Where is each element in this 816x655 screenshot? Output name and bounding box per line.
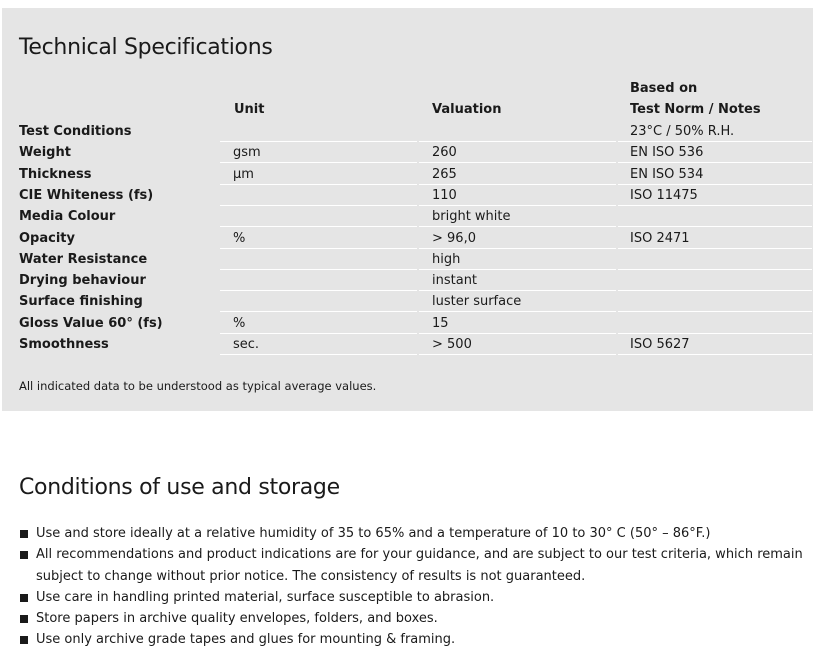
spec-value <box>419 122 616 142</box>
spec-unit: sec. <box>220 335 417 355</box>
spec-label: Gloss Value 60° (fs) <box>19 315 163 331</box>
norm-header-line2: Test Norm / Notes <box>630 102 761 117</box>
spec-label: CIE Whiteness (fs) <box>19 187 154 203</box>
spec-label: Surface finishing <box>19 294 143 310</box>
spec-unit: % <box>220 314 417 334</box>
list-item <box>19 587 814 608</box>
list-item <box>19 544 814 587</box>
table-row <box>2 271 813 292</box>
spec-unit <box>220 250 417 270</box>
spec-value: 110 <box>419 186 616 206</box>
list-item <box>19 608 814 629</box>
spec-label: Smoothness <box>19 337 109 352</box>
conditions-title: Conditions of use and storage <box>19 475 340 500</box>
conditions-list <box>19 523 814 651</box>
spec-label: Thickness <box>19 166 92 182</box>
spec-label: Media Colour <box>19 209 116 225</box>
list-item-text: All recommendations and product indications are for your guidance, and are subject to our test criteria, which remain subject to change without prior notice. The consistency of results is not guaranteed. <box>36 547 803 584</box>
table-row <box>2 122 813 143</box>
spec-unit: % <box>220 229 417 249</box>
spec-label: Weight <box>19 145 71 161</box>
spec-value: 15 <box>419 314 616 334</box>
spec-norm <box>618 271 812 291</box>
spec-norm <box>618 314 812 334</box>
spec-unit <box>220 122 417 142</box>
spec-value: 260 <box>419 143 616 163</box>
valuation-header: Valuation <box>432 102 502 117</box>
bullet-square-icon <box>20 530 28 538</box>
list-item <box>19 523 814 544</box>
table-row <box>2 292 813 313</box>
list-item-text: Store papers in archive quality envelopes, folders, and boxes. <box>36 611 438 627</box>
table-row <box>2 229 813 250</box>
bullet-square-icon <box>20 615 28 623</box>
unit-header: Unit <box>234 102 265 117</box>
spec-value: > 96,0 <box>419 229 616 249</box>
spec-value: 265 <box>419 165 616 185</box>
spec-norm <box>618 207 812 227</box>
spec-value: high <box>419 250 616 270</box>
spec-norm: ISO 5627 <box>618 335 812 355</box>
spec-norm <box>618 250 812 270</box>
list-item-text: Use care in handling printed material, surface susceptible to abrasion. <box>36 589 495 605</box>
table-row <box>2 250 813 271</box>
table-row <box>2 314 813 335</box>
spec-norm: 23°C / 50% R.H. <box>618 122 812 142</box>
list-item-text: Use only archive grade tapes and glues for mounting & framing. <box>36 632 456 648</box>
spec-label: Test Conditions <box>19 124 132 139</box>
spec-label: Drying behaviour <box>19 273 146 289</box>
list-item-text: Use and store ideally at a relative humidity of 35 to 65% and a temperature of 10 to 30° C (50° – 86°F.) <box>36 526 711 541</box>
table-row <box>2 207 813 228</box>
table-row <box>2 335 813 356</box>
spec-label: Water Resistance <box>19 251 148 267</box>
spec-norm: EN ISO 536 <box>618 143 812 163</box>
specs-title: Technical Specifications <box>19 35 273 60</box>
table-row <box>2 143 813 164</box>
spec-norm: ISO 11475 <box>618 186 812 206</box>
technical-specifications-panel <box>2 8 813 411</box>
list-item <box>19 629 814 650</box>
spec-norm: ISO 2471 <box>618 229 812 249</box>
table-row <box>2 186 813 207</box>
bullet-square-icon <box>20 551 28 559</box>
spec-unit: µm <box>220 165 417 185</box>
table-row <box>2 165 813 186</box>
spec-unit: gsm <box>220 143 417 163</box>
spec-norm: EN ISO 534 <box>618 165 812 185</box>
spec-unit <box>220 292 417 312</box>
norm-header-line1: Based on <box>630 81 698 96</box>
spec-value: luster surface <box>419 292 616 312</box>
spec-label: Opacity <box>19 230 75 246</box>
spec-value: instant <box>419 271 616 291</box>
spec-unit <box>220 186 417 206</box>
spec-value: > 500 <box>419 335 616 355</box>
specs-note: All indicated data to be understood as typical average values. <box>19 379 377 393</box>
bullet-square-icon <box>20 594 28 602</box>
spec-value: bright white <box>419 207 616 227</box>
spec-unit <box>220 271 417 291</box>
bullet-square-icon <box>20 636 28 644</box>
spec-norm <box>618 292 812 312</box>
spec-unit <box>220 207 417 227</box>
